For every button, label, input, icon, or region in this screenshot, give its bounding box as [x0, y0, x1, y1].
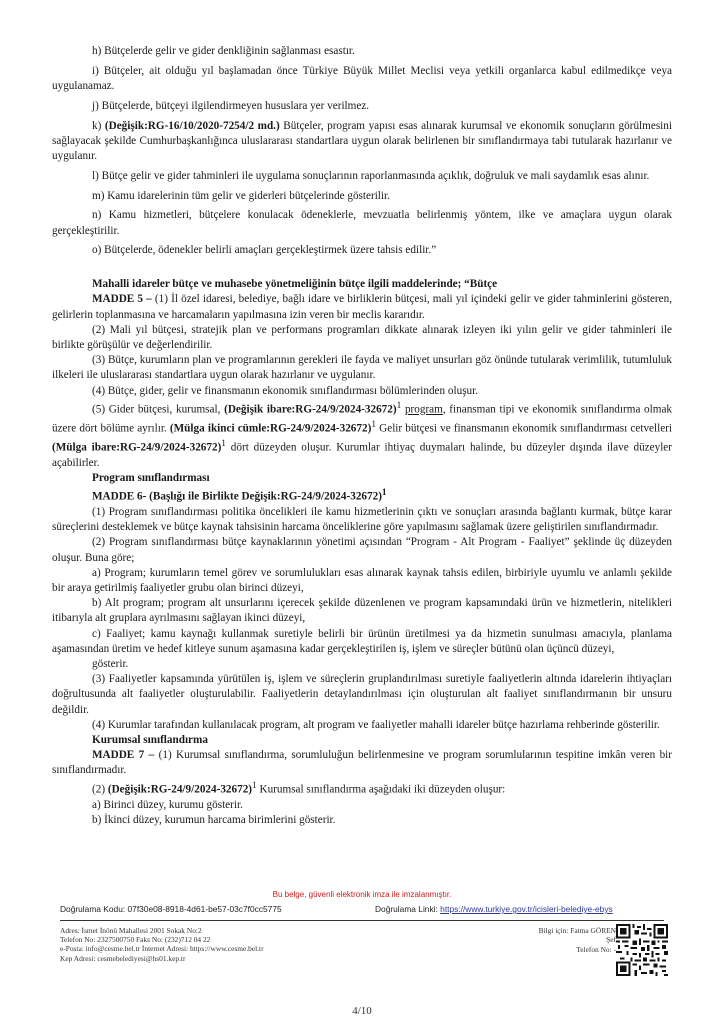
article-6-item-a: a) Program; kurumların temel görev ve sorumlulukları esas alınarak kaynak tahsis edilen, birbiriyle uyumlu ve anlamlı şekilde bir araya getirilmiş faaliyetler grubu olan birinci düzeyi, [52, 566, 672, 594]
article-5-para-3: (3) Bütçe, kurumların plan ve programlarının gerekleri ile fayda ve maliyet unsurları göz önünde tutularak verimlilik, tutumluluk ilkeleri ile uluslararası standartlara uygun olarak hazırlanır ve uygulanır. [52, 354, 672, 382]
verification-code: Doğrulama Kodu: 07f30e08-8918-4d61-be57-03c7f0cc5775 [60, 904, 282, 914]
clause-m: m) Kamu idarelerinin tüm gelir ve giderleri bütçelerinde gösterilir. [92, 189, 390, 202]
article-6-item-c: c) Faaliyet; kamu kaynağı kullanmak suretiyle belirli bir ürünün üretilmesi ya da hizmetin sunulması amacıyla, planlama aşamasından üretim ve hedef kitleye sunum aşamasına kadar gerçekleştirilen iş, işlem ve süreçler bütünü olan üçüncü düzeyi, [52, 627, 672, 655]
amendment-note: (Değişik:RG-16/10/2020-7254/2 md.) [104, 119, 280, 132]
article-6-para-4: (4) Kurumlar tarafından kullanılacak program, alt program ve faaliyetler mahalli idareler bütçe hazırlama rehberinde gösterilir. [92, 718, 660, 731]
regulation-heading: Mahalli idareler bütçe ve muhasebe yönetmeliğinin bütçe ilgili maddelerinde; “Bütçe [92, 278, 498, 291]
footer-divider [60, 920, 664, 921]
article-7-para-2: (2) (Değişik:RG-24/9/2024-32672)$^1$ Kurumsal sınıflandırma aşağıdaki iki düzeyden oluşur: [92, 780, 506, 796]
verification-link-group: Doğrulama Linki: https://www.turkiye.gov.tr/icisleri-belediye-ebys [375, 904, 613, 914]
email-web: e-Posta: info@cesme.bel.tr İnternet Adresi: https://www.cesme.bel.tr [60, 944, 264, 954]
info-contact [496, 926, 616, 954]
signature-notice: Bu belge, güvenli elektronik imza ile imzalanmıştır. [272, 890, 452, 899]
verification-link[interactable]: https://www.turkiye.gov.tr/icisleri-belediye-ebys [440, 904, 613, 914]
article-6-para-3: (3) Faaliyetler kapsamında yürütülen iş, işlem ve süreçlerin gruplandırılması suretiyle faaliyetlerin altında idarelerin ihtiyaçları doğrultusunda alt faaliyetler oluşturulabilir. Faaliyetlerin detaylandırılması için oluşturulan alt faaliyet sınıflandırmanın bir unsuru değildir. [52, 673, 672, 716]
clause-j: j) Bütçelerde, bütçeyi ilgilendirmeyen hususlara yer verilmez. [92, 99, 370, 112]
info-title: Şef [606, 935, 616, 945]
spacer [52, 263, 672, 277]
article-5-para-5: (5) Gider bütçesi, kurumsal, (Değişik ibare:RG-24/9/2024-32672)$^1$ program, finansman tipi ve ekonomik sınıflandırma olmak üzere dört bölüme ayrılır. (Mülga ikinci cümle:RG-24/9/2024-32672)$^1$ Gelir bütçesi ve finansmanın ekonomik sınıflandırması cetvelleri (Mülga ibare:RG-24/9/2024-32672)$^1$ dört düzeyden oluşur. Kurumlar ihtiyaç duymaları halinde, bu düzeyler dışında ilave düzeyler açabilirler. [52, 400, 673, 469]
article-5-para-2: (2) Mali yıl bütçesi, stratejik plan ve performans programları dikkate alınarak izleyen iki yılın gelir ve gider tahminleri ile birlikte görüşülür ve değerlendirilir. [52, 323, 672, 351]
page-number: 4/10 [352, 1005, 372, 1017]
clause-i: i) Bütçeler, ait olduğu yıl başlamadan önce Türkiye Büyük Millet Meclisi veya yetkili organlarca kabul edilmedikçe veya uygulanamaz. [52, 64, 672, 92]
article-7-para-1: MADDE 7 – (1) Kurumsal sınıflandırma, sorumluluğun belirlenmesine ve program sorumlularının tespitine imkân veren bir sınıflandırmadır. [52, 749, 672, 777]
clause-l: l) Bütçe gelir ve gider tahminleri ile uygulama sonuçlarının raporlanmasında açıklık, doğruluk ve mali saydamlık esas alınır. [92, 169, 650, 182]
contact-info [60, 926, 360, 963]
article-7-item-b: b) İkinci düzey, kurumun harcama birimlerini gösterir. [92, 813, 336, 826]
institutional-heading: Kurumsal sınıflandırma [92, 734, 208, 747]
qr-code-icon [616, 924, 668, 976]
article-6-item-end: gösterir. [92, 658, 129, 670]
clause-n: n) Kamu hizmetleri, bütçelere konulacak ödeneklerle, mevzuatla belirlenmiş yöntem, ilke ve amaçlara uygun olarak gerçekleştirilir. [52, 209, 672, 237]
info-phone: Telefon No: - [576, 944, 616, 954]
clause-o: o) Bütçelerde, ödenekler belirli amaçları gerçekleştirmek üzere tahsis edilir.” [92, 244, 437, 257]
info-person: Bilgi için: Fatma GÖREN [538, 926, 616, 935]
document-body [52, 44, 672, 828]
article-6-item-b: b) Alt program; program alt unsurlarını içerecek şekilde düzenlenen ve program kapsamındaki ürün ve hizmetlerin, nitelikleri itibarıyla alt gruplara ayrılmasını sağlayan ikinci düzeyi, [52, 597, 672, 625]
article-5-para-4: (4) Bütçe, gider, gelir ve finansmanın ekonomik sınıflandırması bölümlerinden oluşur. [92, 384, 479, 397]
article-6-title: MADDE 6- (Başlığı ile Birlikte Değişik:RG-24/9/2024-32672)$^1$ [92, 488, 387, 503]
clause-h: h) Bütçelerde gelir ve gider denkliğinin sağlanması esastır. [92, 45, 355, 57]
article-6-para-2: (2) Program sınıflandırması bütçe kaynaklarının yönetimi açısından “Program - Alt Program - Faaliyet” şeklinde üç düzeyden oluşur. Buna göre; [52, 536, 672, 564]
kep-address: Kep Adresi: cesmebelediyesi@hs01.kep.tr [60, 953, 186, 963]
article-5-para-1: MADDE 5 – (1) İl özel idaresi, belediye, bağlı idare ve birliklerin bütçesi, mali yıl içindeki gelir ve gider tahminlerini gösteren, gelirlerin toplanmasına ve harcamaların yapılmasına izin veren bir meclis kararıdır. [52, 293, 673, 321]
article-6-para-1: (1) Program sınıflandırması politika öncelikleri ile kamu hizmetlerinin çıktı ve sonuçları arasında bağlantı kurmak, bütçe karar süreçlerini desteklemek ve bütçe kaynak tahsisinin harcama önceliklerine göre yapılmasını sağlamak üzere geliştirilen sınıflandırmadır. [52, 505, 672, 534]
address: Adres: İsmet İnönü Mahallesi 2001 Sokak No:2 [60, 926, 202, 935]
program-heading: Program sınıflandırması [92, 471, 210, 484]
article-7-item-a: a) Birinci düzey, kurumu gösterir. [92, 798, 243, 811]
clause-k: k) (Değişik:RG-16/10/2020-7254/2 md.) Bütçeler, program yapısı esas alınarak kurumsal ve ekonomik sonuçların görülmesini sağlayacak şekilde Cumhurbaşkanlığınca uluslararası standartlara uygun olarak belirlenen bir sınıflandırmaya tabi tutularak hazırlanır ve uygulanır. [52, 119, 672, 162]
phone-fax: Telefon No: 2327500750 Faks No: (232)712 04 22 [60, 935, 211, 945]
